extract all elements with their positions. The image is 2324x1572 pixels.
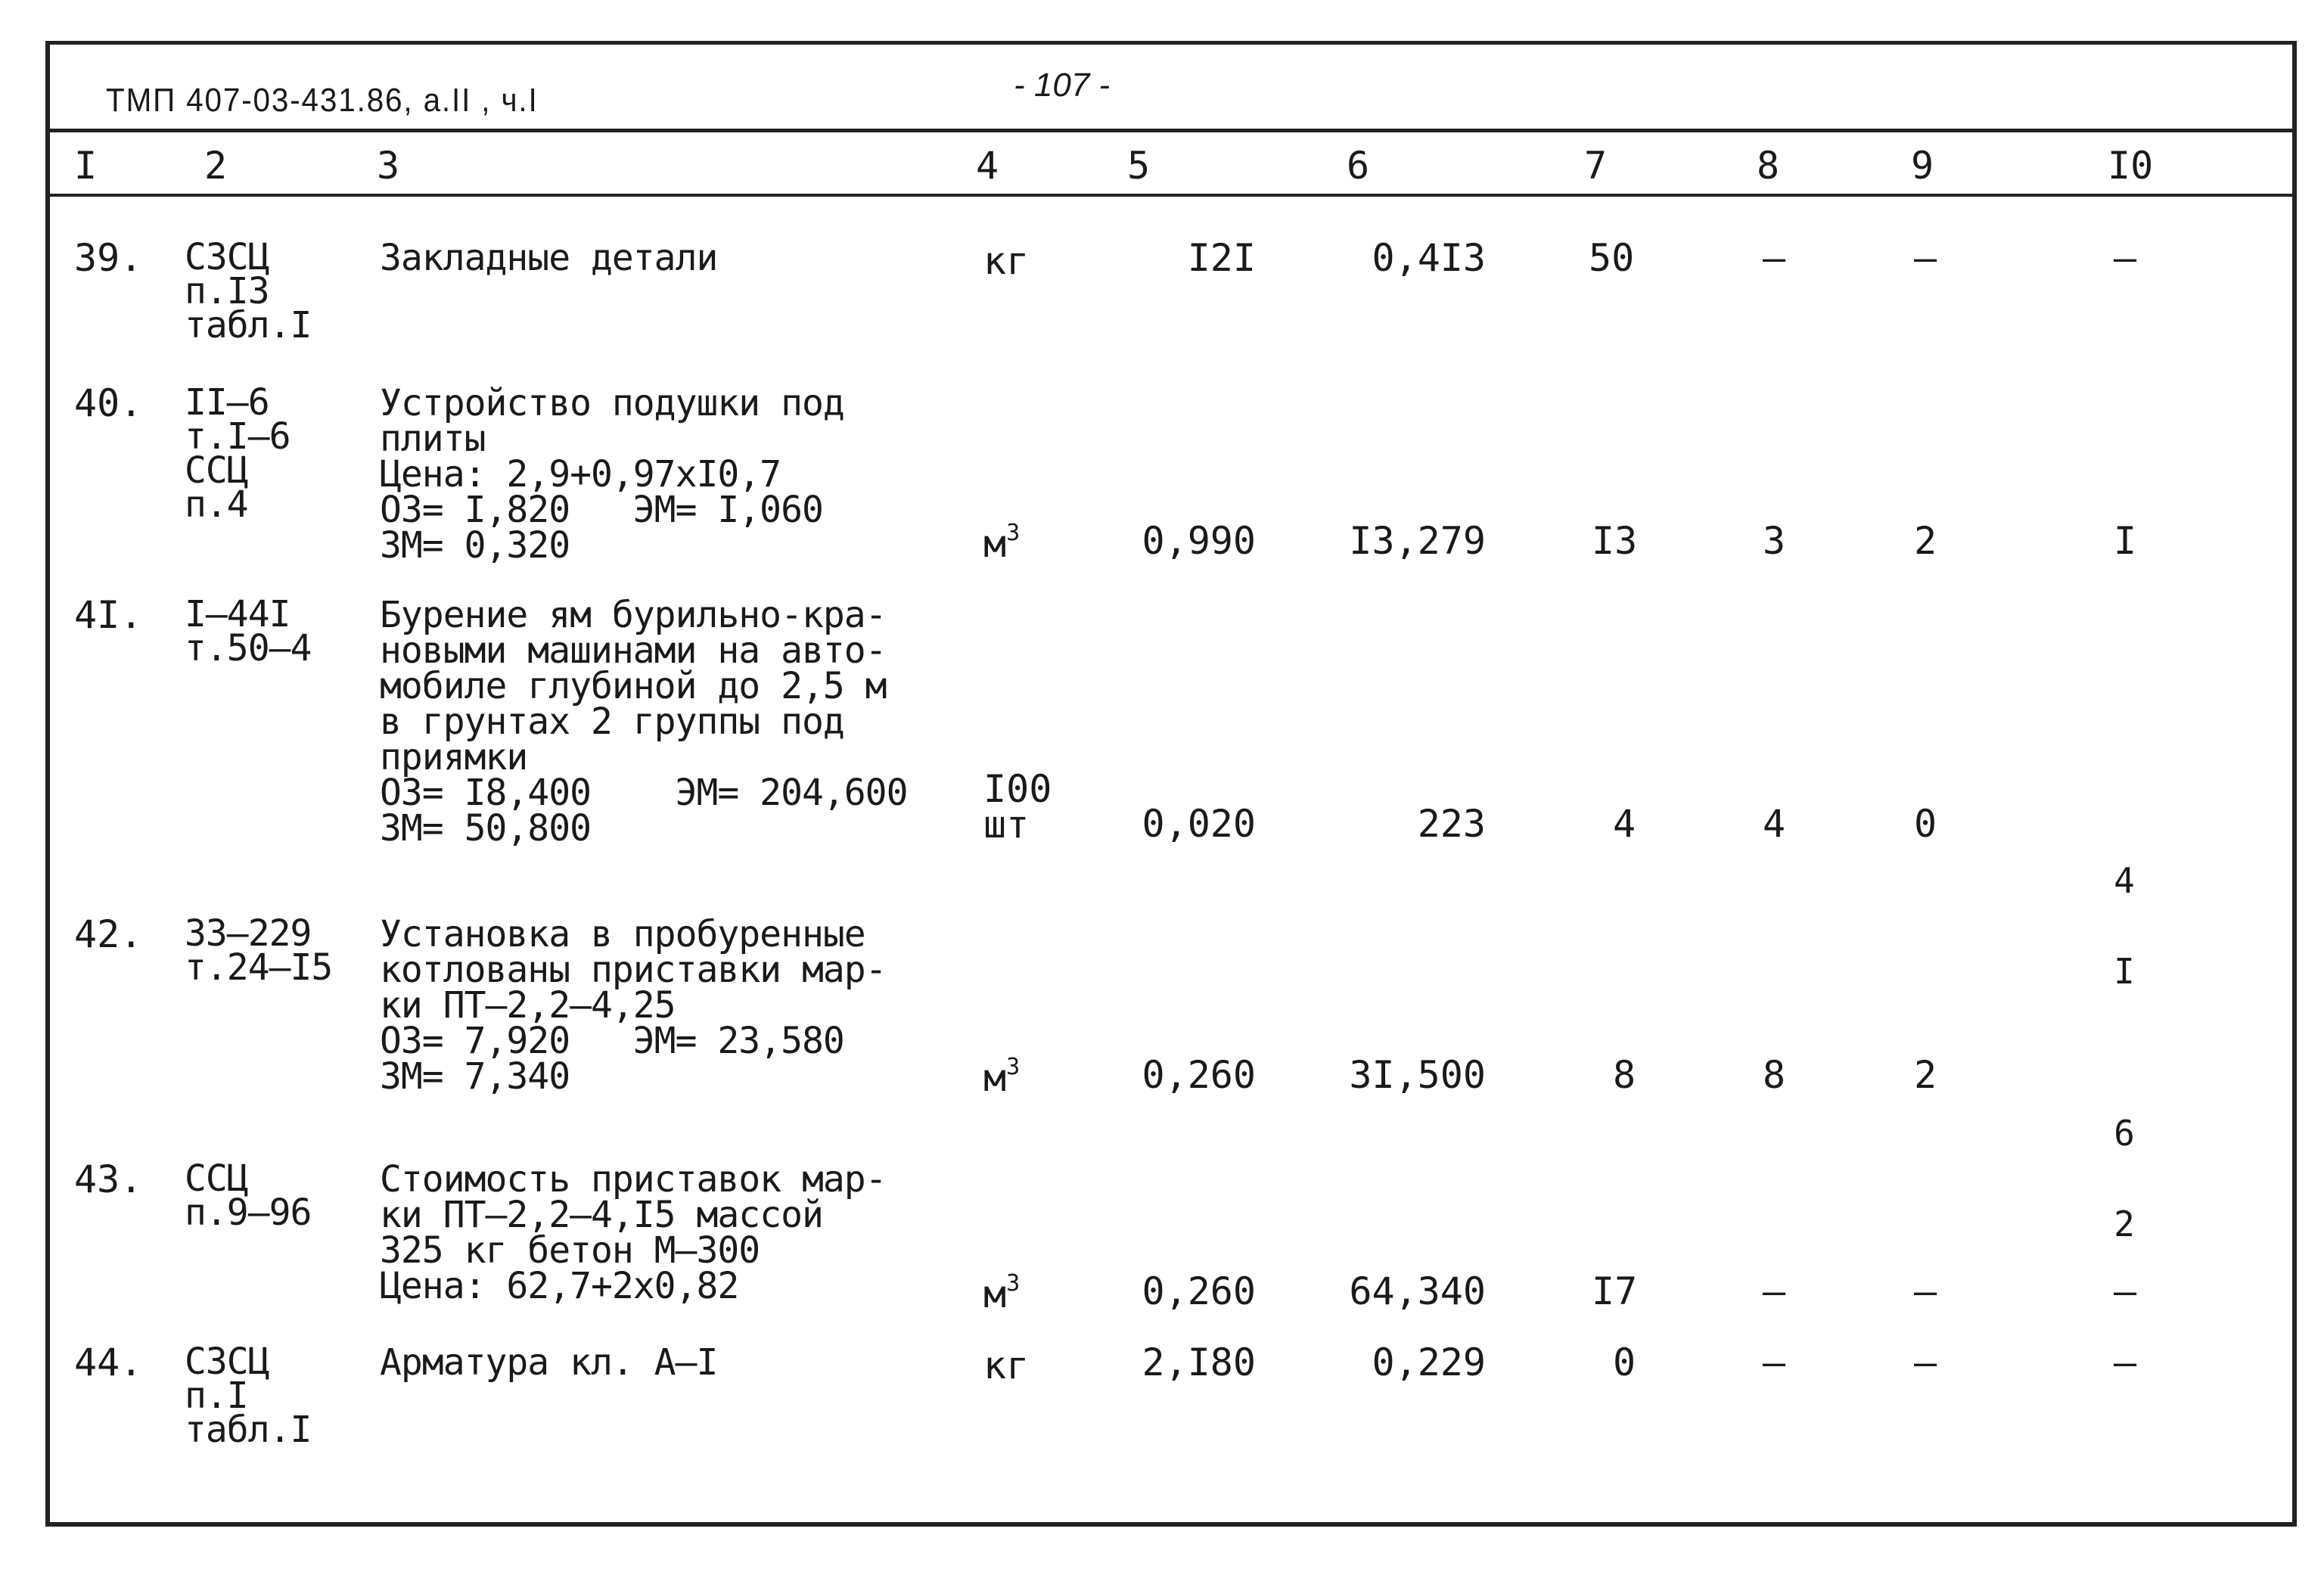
col10-denominator: I — [2114, 951, 2135, 992]
col5-value: 0,260 — [1142, 1053, 1256, 1097]
col10-denominator: 2 — [2114, 1204, 2135, 1244]
col8-value: – — [1763, 236, 1786, 280]
col10-value: – — [2114, 1341, 2137, 1384]
row-code: II–6 т.I–6 ССЦ п.4 — [185, 381, 290, 526]
column-header-6: 6 — [1347, 144, 1370, 188]
row-code: СЗСЦ п.I3 табл.I — [185, 236, 312, 346]
row-number: 40. — [74, 381, 143, 425]
row-number: 43. — [74, 1157, 143, 1201]
row-description: Закладные детали — [380, 237, 718, 279]
col10-value: – — [2114, 1269, 2137, 1313]
header-divider — [45, 129, 2297, 132]
row-unit: $м^3$ — [983, 1054, 1021, 1100]
col6-value: 223 — [1417, 802, 1486, 846]
row-description: Арматура кл. А–I — [380, 1341, 718, 1384]
col10-value: – — [2114, 236, 2137, 280]
document-code: ТМП 407-03-431.86, а.II , ч.I — [106, 82, 539, 119]
col10-numerator: 6 — [2114, 1113, 2135, 1154]
col8-value: 3 — [1763, 519, 1786, 563]
row-description: Установка в пробуренные котлованы приставки мар- ки ПТ–2,2–4,25 ОЗ= 7,920 ЭМ= 23,580 ЗМ= 7,340 — [380, 913, 887, 1098]
column-header-5: 5 — [1127, 144, 1151, 188]
col7-value: 50 — [1589, 236, 1635, 280]
col9-value: – — [1914, 1341, 1937, 1384]
row-code: 33–229 т.24–I5 — [185, 912, 333, 989]
row-description: Бурение ям бурильно-кра- новыми машинами на авто- мобиле глубиной до 2,5 м в грунтах 2 группы под приямки ОЗ= I8,400 ЭМ= 204,600 ЗМ= 50,800 — [380, 594, 908, 850]
col7-value: I3 — [1592, 519, 1638, 563]
row-description: Устройство подушки под плиты Цена: 2,9+0,97хI0,7 ОЗ= I,820 ЭМ= I,060 ЗМ= 0,320 — [380, 382, 844, 567]
col6-value: 0,4I3 — [1372, 236, 1486, 280]
column-header-4: 4 — [976, 144, 999, 188]
col7-value: 4 — [1613, 802, 1636, 846]
col8-value: – — [1763, 1269, 1786, 1313]
column-header-divider — [45, 194, 2297, 197]
page-number: - 107 - — [1014, 67, 1111, 104]
column-header-1: I — [74, 144, 98, 188]
row-number: 42. — [74, 912, 143, 956]
column-header-8: 8 — [1757, 144, 1780, 188]
col9-value: 2 — [1914, 1053, 1937, 1097]
col5-value: 0,020 — [1142, 802, 1256, 846]
row-unit: $м^3$ — [983, 1270, 1021, 1316]
column-header-7: 7 — [1584, 144, 1608, 188]
row-code: СЗСЦ п.I табл.I — [185, 1341, 312, 1451]
row-code: I–44I т.50–4 — [185, 593, 312, 669]
row-number: 39. — [74, 236, 143, 280]
col9-value: – — [1914, 1269, 1937, 1313]
column-header-2: 2 — [204, 144, 228, 188]
row-unit: $м^3$ — [983, 520, 1021, 566]
col6-value: 64,340 — [1349, 1269, 1486, 1313]
col7-value: 8 — [1613, 1053, 1636, 1097]
col6-value: 0,229 — [1372, 1341, 1486, 1384]
row-description: Стоимость приставок мар- ки ПТ–2,2–4,I5 массой 325 кг бетон М–300 Цена: 62,7+2х0,82 — [380, 1158, 887, 1307]
col10-value: I — [2114, 519, 2137, 563]
col10-fraction — [2108, 1058, 2141, 1300]
row-number: 44. — [74, 1341, 143, 1384]
row-unit: кг — [983, 1344, 1030, 1387]
row-unit: I00 шт — [983, 767, 1052, 847]
col7-value: 0 — [1613, 1341, 1636, 1384]
col9-value: – — [1914, 236, 1937, 280]
col5-value: 2,I80 — [1142, 1341, 1256, 1384]
col6-value: I3,279 — [1349, 519, 1486, 563]
row-unit: кг — [983, 239, 1030, 283]
col9-value: 0 — [1914, 802, 1937, 846]
col10-numerator: 4 — [2114, 860, 2135, 901]
col8-value: 8 — [1763, 1053, 1786, 1097]
row-number: 4I. — [74, 593, 143, 637]
column-header-10: I0 — [2108, 144, 2154, 188]
col8-value: – — [1763, 1341, 1786, 1384]
col7-value: I7 — [1592, 1269, 1638, 1313]
col8-value: 4 — [1763, 802, 1786, 846]
column-header-3: 3 — [377, 144, 400, 188]
row-code: ССЦ п.9–96 — [185, 1157, 312, 1234]
col10-fraction — [2108, 805, 2141, 1047]
col5-value: 0,260 — [1142, 1269, 1256, 1313]
col5-value: I2I — [1187, 236, 1256, 280]
col6-value: 3I,500 — [1349, 1053, 1486, 1097]
col5-value: 0,990 — [1142, 519, 1256, 563]
col9-value: 2 — [1914, 519, 1937, 563]
column-header-9: 9 — [1911, 144, 1934, 188]
